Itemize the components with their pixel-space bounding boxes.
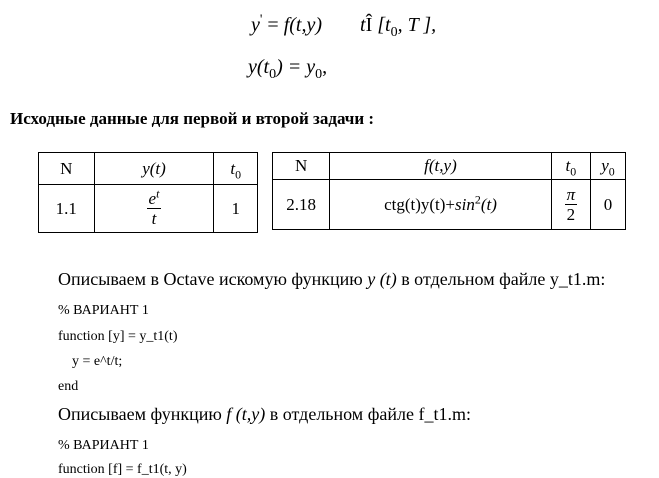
table-first-task [38,152,258,233]
cell-y-fraction [94,185,214,233]
code-line: % ВАРИАНТ 1 [58,303,149,318]
domain-in-symbol: Î [365,14,373,36]
table-header-row [39,153,258,185]
code-line: function [f] = f_t1(t, y) [58,462,187,477]
cell-t0: 1 [214,185,258,233]
interval-close: , T ], [397,14,437,36]
prime-mark: ' [259,12,263,28]
ic-sub: 0 [269,67,277,82]
header-f: f(t,y) [330,153,552,180]
paragraph-f-function: Описываем функцию f (t,y) в отдельном файле f_t1.m: [58,404,471,424]
interval-open: [t [372,14,391,36]
initial-condition-formula [248,56,328,82]
header-y0: $y_0$ [590,153,625,180]
cell-f: $ctg(t)y(t)+\sin^2(t)$ [330,180,552,230]
interval-sub: 0 [390,25,398,40]
header-t0: $t_0$ [214,153,258,185]
header-n: N [273,153,330,180]
ode-rhs: f(t,y) [283,14,323,36]
cell-n: 1.1 [39,185,95,233]
ic-sub2: 0 [315,67,323,82]
cell-t0-fraction [551,180,590,230]
section-heading: Исходные данные для первой и второй задачи : [10,109,375,128]
domain-t: t [360,14,366,36]
header-y: y(t) [94,153,214,185]
fraction: $\frac{\pi}{2}$ [566,185,576,224]
ode-lhs: y [251,14,260,36]
header-n: N [39,153,95,185]
cell-n: 2.18 [273,180,330,230]
ic-rest: ) = y [276,56,316,78]
cell-y0: 0 [590,180,625,230]
table-row [39,185,258,233]
code-line: function [y] = y_t1(t) [58,329,178,344]
code-line: y = e^t/t; [72,354,123,369]
ic-end: , [322,56,328,78]
ode-equals: = [262,14,284,36]
fraction: $\frac{e^t}{t}$ [148,186,160,228]
table-header-row [273,153,626,180]
table-row [273,180,626,230]
ode-formula [251,12,437,40]
code-line: % ВАРИАНТ 1 [58,438,149,453]
code-line: end [58,379,79,394]
header-t0: $t_0$ [551,153,590,180]
ic-y: y(t [248,56,270,78]
paragraph-y-function: Описываем в Octave искомую функцию y (t) в отдельном файле y_t1.m: [58,269,606,289]
table-second-task [272,152,626,230]
